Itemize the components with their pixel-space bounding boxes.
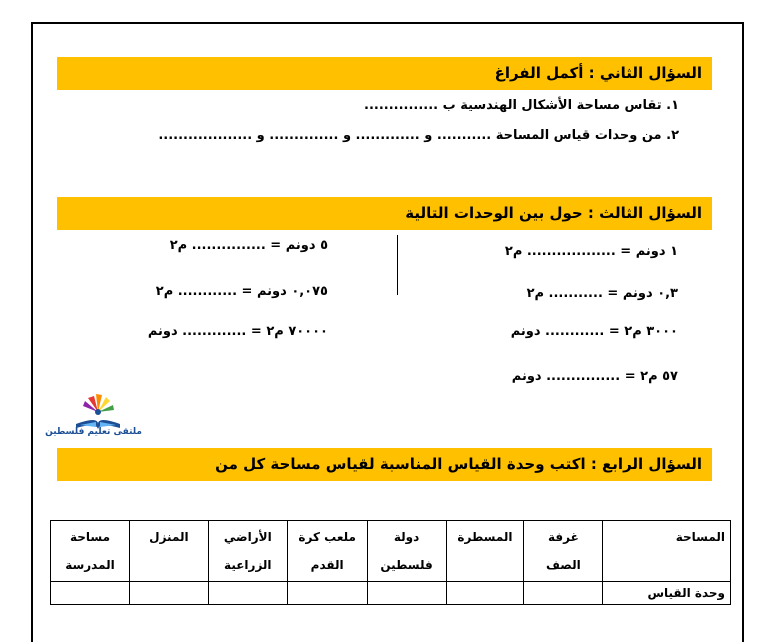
q3-title-band (57, 197, 712, 230)
q3-left-item: ٠,٠٧٥ دونم = ............ م٢ (155, 284, 328, 299)
answer-cell[interactable] (208, 582, 287, 605)
answer-cell[interactable] (129, 582, 208, 605)
units-table (50, 520, 731, 605)
q2-title-band (57, 57, 712, 90)
answer-cell[interactable] (51, 582, 130, 605)
column-header: ملعب كرة القدم (287, 521, 367, 582)
logo-icon (45, 392, 142, 450)
column-header: الأراضي الزراعية (208, 521, 287, 582)
q4-title: السؤال الرابع : اكتب وحدة القياس المناسبة لقياس مساحة كل من (215, 455, 702, 473)
column-header: المنزل (129, 521, 208, 582)
q3-right-item: ١ دونم = .................. م٢ (504, 244, 678, 259)
answer-cell[interactable] (367, 582, 446, 605)
column-header: مساحة المدرسة (51, 521, 130, 582)
q3-title: السؤال الثالث : حول بين الوحدات التالية (405, 204, 702, 222)
table-row (51, 582, 731, 605)
answer-cell[interactable] (524, 582, 603, 605)
q3-right-item: ٠,٣ دونم = ........... م٢ (526, 286, 678, 301)
q2-line-2: ٢. من وحدات قياس المساحة ........... و ............. و .............. و ................... (158, 128, 679, 143)
q3-left-item: ٧٠٠٠٠ م٢ = ............. دونم (147, 324, 328, 339)
q2-title: السؤال الثاني : أكمل الفراغ (494, 64, 702, 82)
answer-cell[interactable] (446, 582, 524, 605)
q3-right-item: ٣٠٠٠ م٢ = ............ دونم (510, 324, 678, 339)
column-separator (397, 235, 398, 295)
q3-right-item: ٥٧ م٢ = ............... دونم (511, 369, 678, 384)
column-header: دولة فلسطين (367, 521, 446, 582)
table-header-row (51, 521, 731, 582)
row-label-cell: وحدة القياس (603, 582, 731, 605)
logo-text: ملتقى تعليم فلسطين (45, 427, 142, 437)
column-header: غرفة الصف (524, 521, 603, 582)
header-label-cell: المساحة (603, 521, 731, 582)
q4-title-band (57, 448, 712, 481)
column-header: المسطرة (446, 521, 524, 582)
answer-cell[interactable] (287, 582, 367, 605)
q2-line-1: ١. تقاس مساحة الأشكال الهندسية ب ............... (364, 98, 679, 113)
q3-left-item: ٥ دونم = ............... م٢ (169, 238, 328, 253)
